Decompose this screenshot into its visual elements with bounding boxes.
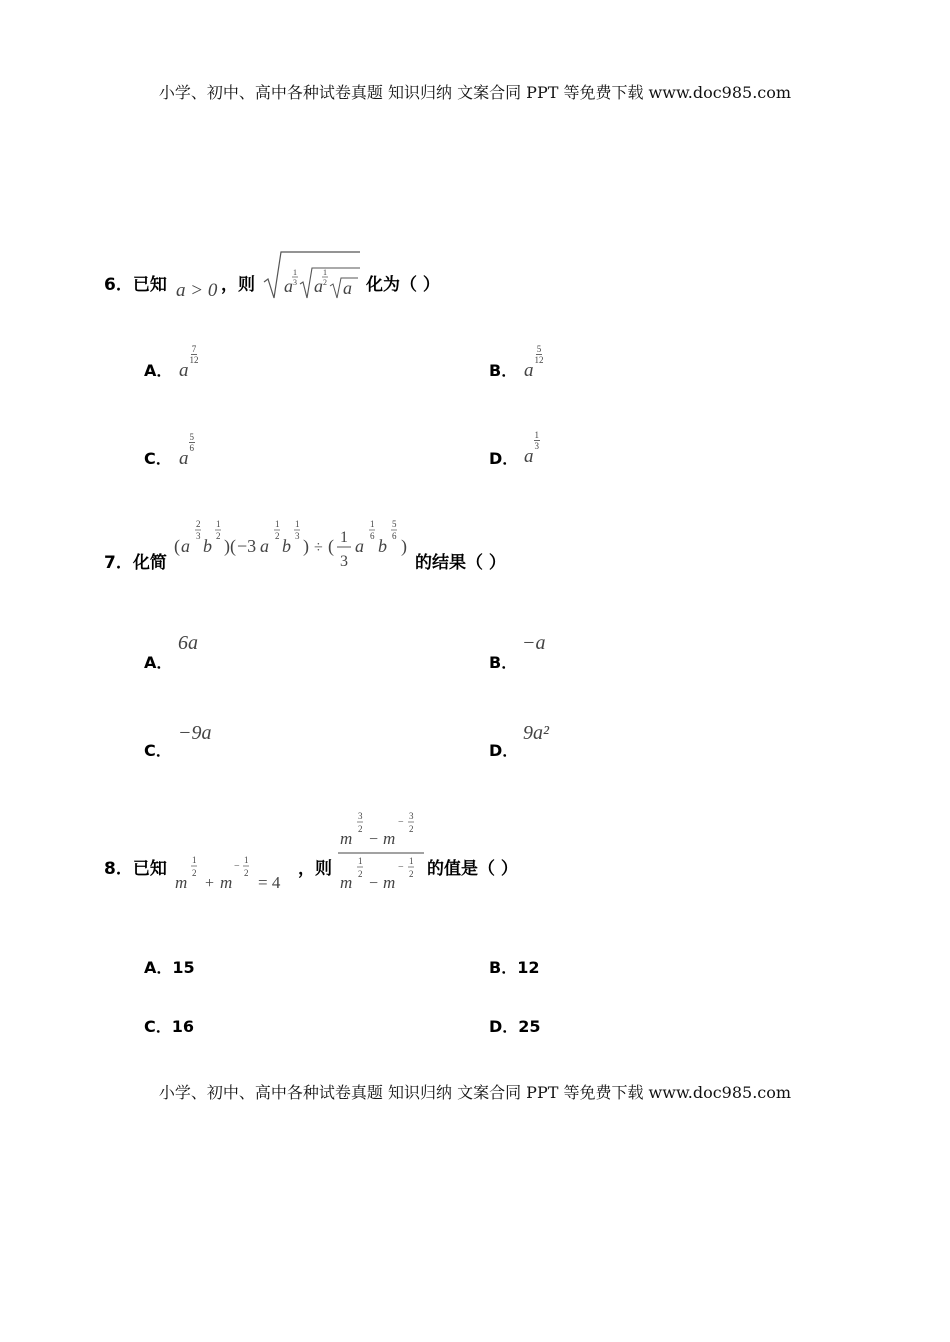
question-number: 8． — [104, 859, 133, 879]
option-label: C． — [144, 449, 172, 468]
svg-text:2: 2 — [358, 824, 363, 834]
svg-text:1: 1 — [370, 519, 375, 529]
question-text: ，则 — [221, 275, 255, 295]
option-label: C． — [144, 741, 172, 760]
option-a[interactable] — [144, 955, 195, 978]
svg-text:1: 1 — [216, 519, 221, 529]
svg-text:1: 1 — [409, 856, 414, 866]
option-d[interactable] — [489, 738, 518, 761]
svg-text:b: b — [203, 536, 212, 556]
svg-text:3: 3 — [295, 531, 300, 541]
svg-text:1: 1 — [323, 268, 327, 277]
question-text: 的值是（ ） — [427, 859, 518, 879]
condition-expression — [174, 850, 298, 896]
question-number: 7． — [104, 553, 133, 573]
svg-text:): ) — [303, 536, 309, 556]
question-text: 化为（ ） — [366, 275, 440, 295]
option-label: A． — [144, 958, 173, 977]
option-label: B． — [489, 958, 518, 977]
question-6 — [104, 270, 167, 295]
option-a[interactable] — [144, 358, 172, 381]
svg-text:m: m — [175, 873, 188, 892]
option-label: D． — [489, 449, 519, 468]
svg-text:(: ( — [328, 536, 334, 556]
simplify-expression — [174, 512, 414, 572]
svg-text:3: 3 — [196, 531, 201, 541]
condition-rhs: = 4 — [258, 873, 281, 892]
option-label: B． — [489, 361, 518, 380]
svg-text:−: − — [398, 862, 404, 873]
question-text: 已知 — [132, 275, 167, 295]
option-d[interactable] — [489, 1014, 541, 1037]
svg-text:b: b — [378, 536, 387, 556]
svg-text:a: a — [284, 276, 293, 296]
svg-text:6: 6 — [392, 531, 397, 541]
option-b[interactable] — [489, 358, 517, 381]
svg-text:2: 2 — [409, 869, 414, 879]
question-text: 已知 — [132, 859, 167, 879]
svg-text:m: m — [383, 873, 396, 892]
svg-text:−3: −3 — [237, 536, 257, 556]
option-a[interactable] — [144, 650, 172, 673]
question-text: 化简 — [132, 553, 167, 573]
svg-text:2: 2 — [196, 519, 201, 529]
svg-text:−: − — [369, 831, 379, 848]
option-value: 15 — [172, 958, 195, 977]
option-c[interactable] — [144, 446, 172, 469]
option-d-value: 9a² — [523, 722, 549, 744]
svg-text:÷: ÷ — [314, 539, 323, 556]
svg-text:m: m — [383, 829, 396, 848]
svg-text:1: 1 — [358, 856, 363, 866]
option-value: 25 — [518, 1017, 541, 1036]
svg-text:a: a — [181, 536, 190, 556]
option-c-expression: a $\frac{5}{6}$ — [179, 432, 194, 469]
svg-text:2: 2 — [409, 824, 414, 834]
svg-text:2: 2 — [244, 868, 249, 878]
svg-text:2: 2 — [275, 531, 280, 541]
option-label: A． — [144, 361, 173, 380]
svg-text:−: − — [369, 875, 379, 892]
option-a-value: 6a — [178, 632, 198, 654]
svg-text:a: a — [355, 536, 364, 556]
svg-text:a: a — [343, 278, 352, 298]
svg-text:3: 3 — [340, 553, 348, 570]
svg-text:1: 1 — [192, 855, 197, 865]
svg-text:m: m — [340, 873, 353, 892]
svg-text:): ) — [401, 536, 407, 556]
svg-text:+: + — [205, 875, 215, 892]
svg-text:1: 1 — [293, 268, 297, 277]
svg-text:2: 2 — [323, 278, 327, 287]
svg-text:5: 5 — [392, 519, 397, 529]
nested-radical-expression — [262, 248, 364, 302]
svg-text:1: 1 — [340, 529, 348, 546]
svg-text:−: − — [234, 861, 240, 872]
option-b[interactable] — [489, 650, 517, 673]
option-label: D． — [489, 1017, 519, 1036]
question-8 — [104, 854, 167, 879]
svg-text:m: m — [220, 873, 233, 892]
svg-text:3: 3 — [358, 811, 363, 821]
svg-text:3: 3 — [409, 811, 414, 821]
option-c-value: −9a — [178, 722, 212, 744]
fraction-expression — [336, 804, 426, 896]
footer-banner: 小学、初中、高中各种试卷真题 知识归纳 文案合同 PPT 等免费下载 www.doc985.com — [158, 1083, 792, 1102]
question-text: ，则 — [298, 859, 332, 879]
svg-text:1: 1 — [244, 855, 249, 865]
svg-text:6: 6 — [370, 531, 375, 541]
option-value: 12 — [517, 958, 540, 977]
condition-expression: a > 0 — [176, 280, 218, 301]
svg-text:3: 3 — [293, 278, 297, 287]
option-label: D． — [489, 741, 519, 760]
svg-text:a: a — [260, 536, 269, 556]
svg-text:a: a — [314, 276, 323, 296]
option-a-expression: a $\frac{7}{12}$ — [179, 344, 199, 381]
svg-text:m: m — [340, 829, 353, 848]
question-7 — [104, 548, 167, 573]
option-d[interactable] — [489, 446, 518, 469]
option-b-value: −a — [522, 632, 546, 654]
option-b-expression: a $\frac{5}{12}$ — [524, 344, 544, 381]
option-b[interactable] — [489, 955, 539, 978]
svg-text:(: ( — [174, 536, 180, 556]
option-value: 16 — [171, 1017, 195, 1036]
question-text: 的结果（ ） — [415, 553, 506, 573]
svg-text:1: 1 — [295, 519, 300, 529]
svg-text:−: − — [398, 817, 404, 828]
option-c[interactable] — [144, 738, 172, 761]
svg-text:2: 2 — [358, 869, 363, 879]
svg-text:)(: )( — [224, 536, 236, 556]
option-label: B． — [489, 653, 518, 672]
option-c[interactable] — [144, 1014, 194, 1037]
question-number: 6． — [104, 275, 133, 295]
svg-text:1: 1 — [275, 519, 280, 529]
option-label: A． — [144, 653, 173, 672]
option-label: C． — [144, 1017, 172, 1036]
option-d-expression: a $\frac{1}{3}$ — [524, 430, 539, 467]
header-banner: 小学、初中、高中各种试卷真题 知识归纳 文案合同 PPT 等免费下载 www.doc985.com — [158, 83, 792, 102]
svg-text:2: 2 — [192, 868, 197, 878]
svg-text:2: 2 — [216, 531, 221, 541]
svg-text:b: b — [282, 536, 291, 556]
